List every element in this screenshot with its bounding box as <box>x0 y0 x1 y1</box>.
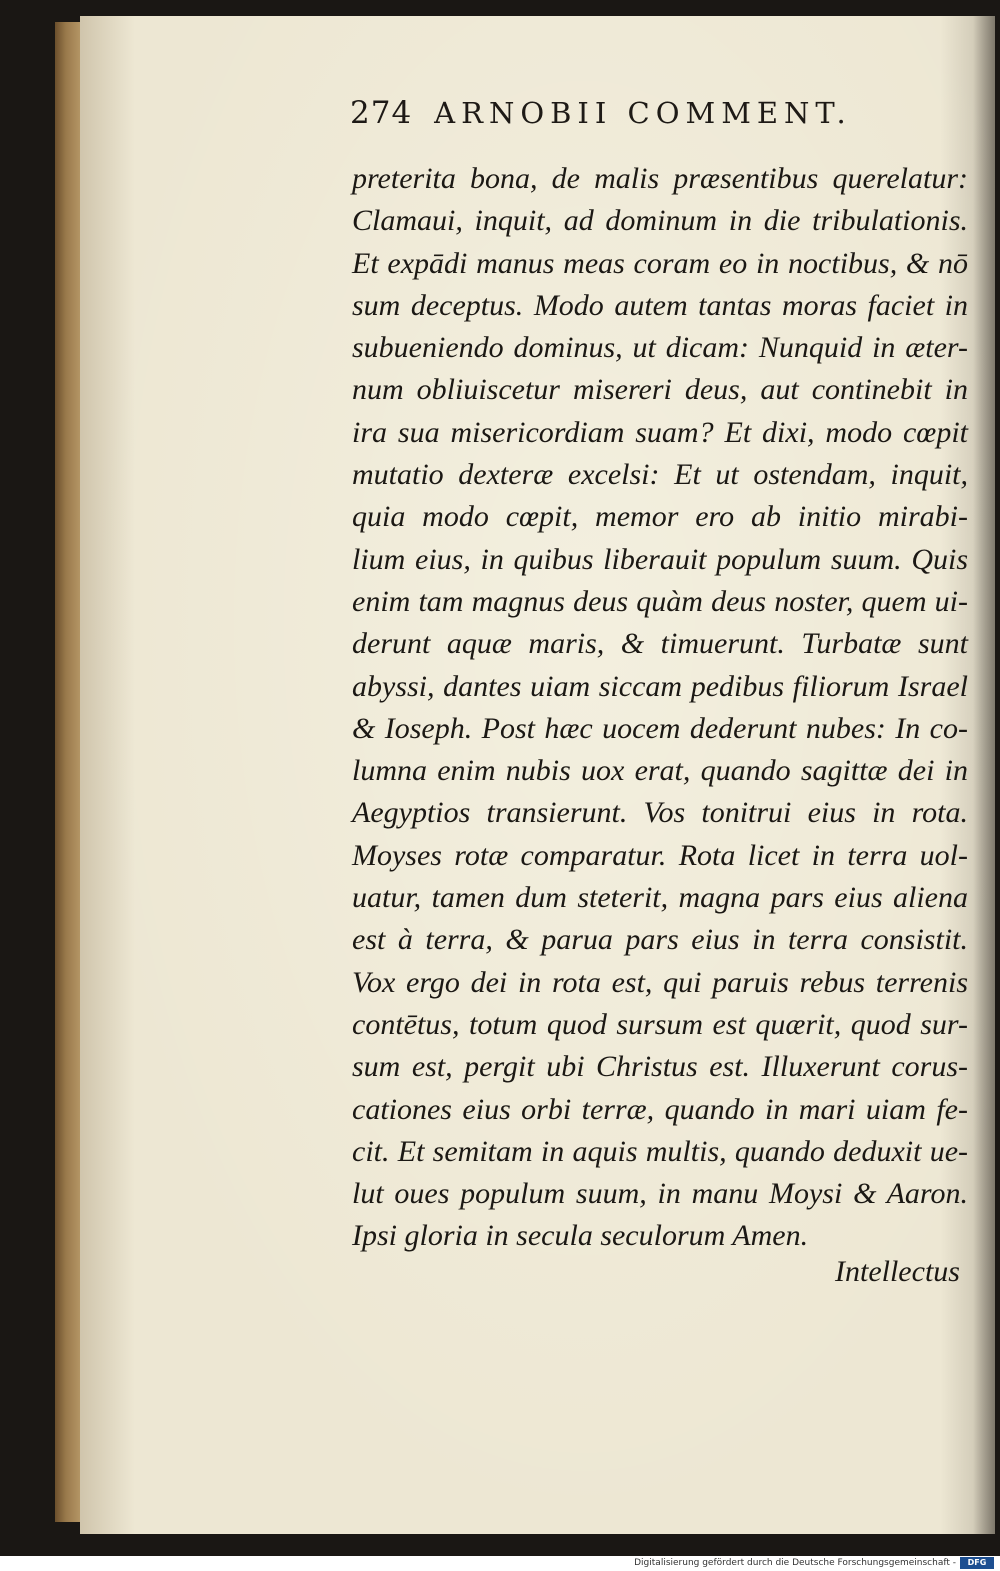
text-line: Et expādi manus meas coram eo in noctibus, & nō <box>352 246 968 280</box>
text-line: cit. Et semitam in aquis multis, quando deduxit ue- <box>352 1134 968 1168</box>
text-line: cationes eius orbi terræ, quando in mari uiam fe- <box>352 1092 968 1126</box>
funding-credit: Digitalisierung gefördert durch die Deutsche Forschungsgemeinschaft - <box>634 1558 956 1568</box>
text-line: ira sua misericordiam suam? Et dixi, modo cœpit <box>352 415 968 449</box>
text-line: uatur, tamen dum steterit, magna pars eius aliena <box>352 881 968 915</box>
text-line: derunt aquæ maris, & timuerunt. Turbatæ sunt <box>352 627 968 661</box>
text-line: Ipsi gloria in secula seculorum Amen. <box>352 1219 809 1253</box>
text-line: num obliuiscetur misereri deus, aut continebit in <box>352 373 968 407</box>
body-text <box>352 158 982 1258</box>
page-edge <box>55 22 83 1522</box>
text-line: Aegyptios transierunt. Vos tonitrui eius in rota. <box>352 796 968 830</box>
page-number: 274 <box>350 95 413 131</box>
text-line: quia modo cœpit, memor ero ab initio mirabi- <box>352 500 968 534</box>
dfg-logo: DFG <box>960 1557 994 1569</box>
text-line: Moyses rotæ comparatur. Rota licet in terra uol- <box>352 838 968 872</box>
text-line: mutatio dexteræ excelsi: Et ut ostendam, inquit, <box>352 458 968 492</box>
running-title: ARNOBII COMMENT. <box>434 96 852 130</box>
text-line: preterita bona, de malis præsentibus querelatur: <box>352 162 968 195</box>
text-line: Clamaui, inquit, ad dominum in die tribulationis. <box>352 204 968 238</box>
text-line: Vox ergo dei in rota est, qui paruis rebus terrenis <box>352 965 968 999</box>
text-line: contētus, totum quod sursum est quærit, quod sur- <box>352 1007 968 1041</box>
text-line: est à terra, & parua pars eius in terra consistit. <box>352 923 968 957</box>
text-line: subueniendo dominus, ut dicam: Nunquid in æter- <box>352 331 968 365</box>
text-line: lumna enim nubis uox erat, quando sagittæ dei in <box>352 754 968 788</box>
text-line: abyssi, dantes uiam siccam pedibus filiorum Israel <box>352 669 968 703</box>
text-line: sum deceptus. Modo autem tantas moras faciet in <box>352 288 968 322</box>
text-line: sum est, pergit ubi Christus est. Illuxerunt corus- <box>352 1050 968 1084</box>
text-line: enim tam magnus deus quàm deus noster, quem ui- <box>352 584 968 618</box>
text-line: lium eius, in quibus liberauit populum suum. Quis <box>352 542 968 576</box>
catchword: Intellectus <box>835 1255 960 1288</box>
text-line: & Ioseph. Post hæc uocem dederunt nubes: In co- <box>352 711 968 745</box>
running-head <box>350 95 930 131</box>
text-line: lut oues populum suum, in manu Moysi & Aaron. <box>352 1177 968 1211</box>
